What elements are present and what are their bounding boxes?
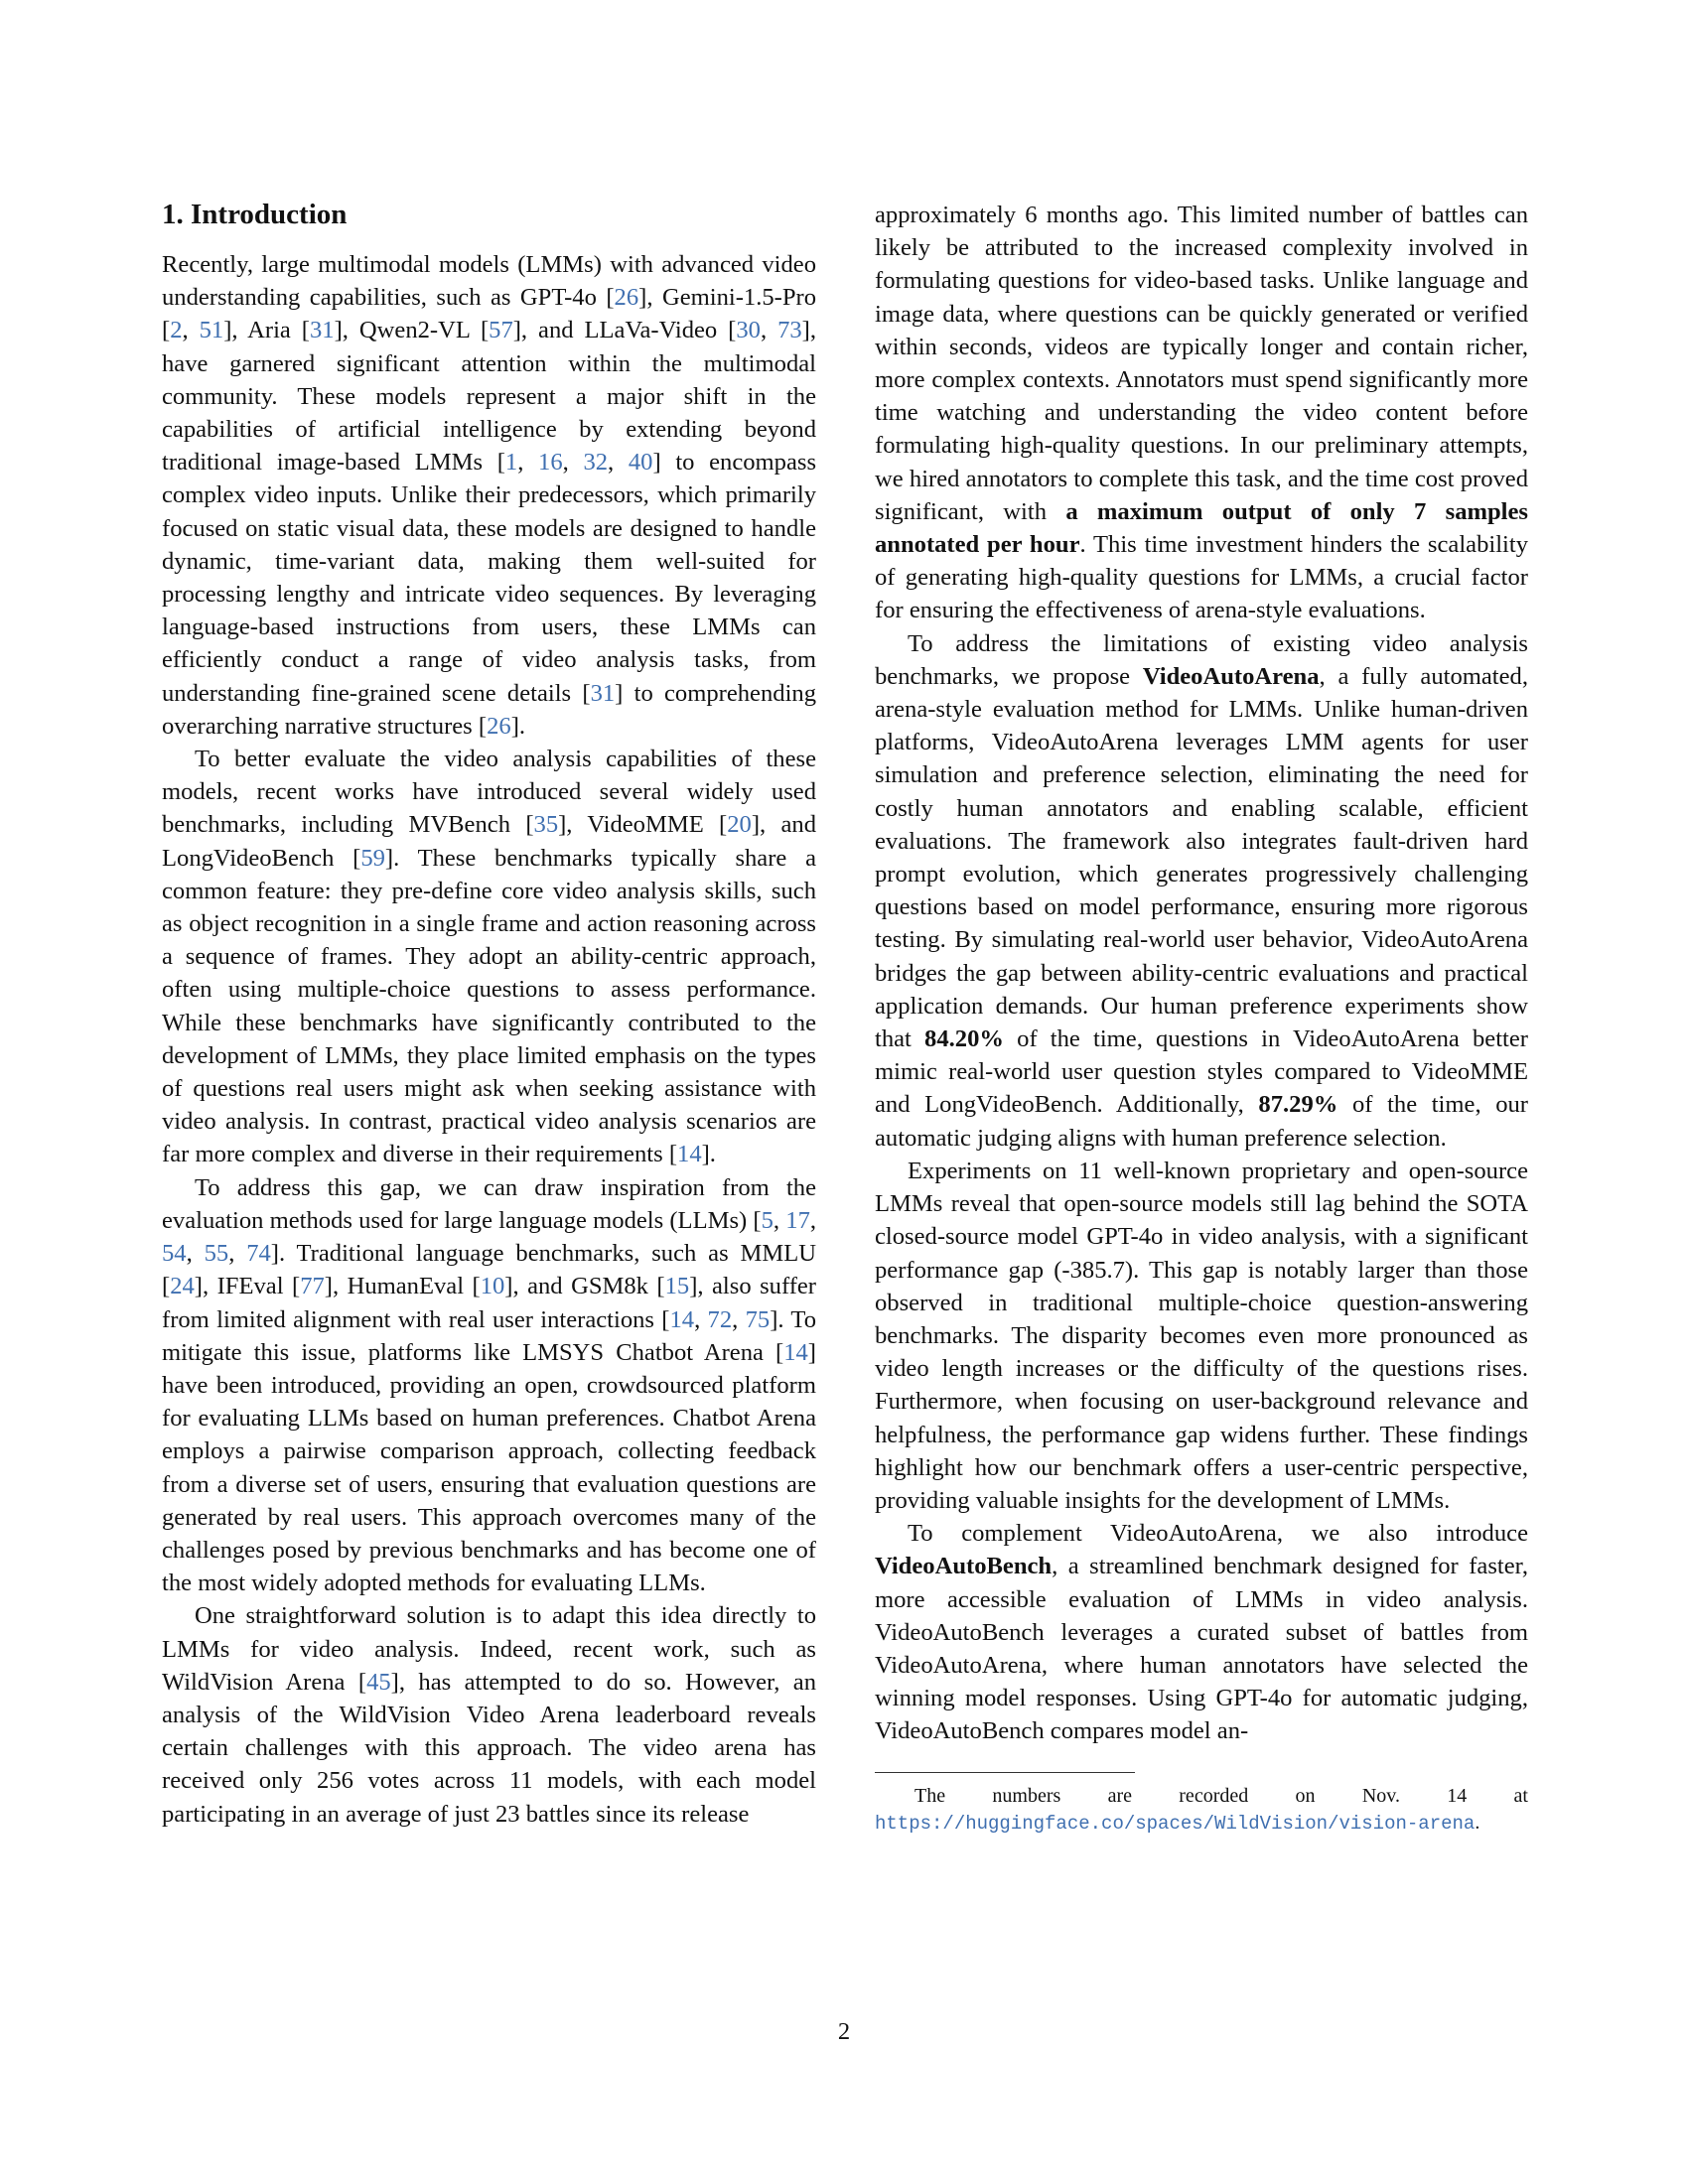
citation-link[interactable]: 73 <box>777 317 802 344</box>
paragraph: approximately 6 months ago. This limited number of battles can likely be attributed to the increased complexity involved in formulating questions for video-based tasks. Unlike language and image data, where questions can be quickly generated or verified within seconds, videos are typically longer and contain richer, more complex contexts. Annotators must spend significantly more time watching and understanding the video content before formulating high-quality questions. In our preliminary attempts, we hired annotators to complete this task, and the time cost proved significant, with a maximum output of only 7 samples annotated per hour. This time investment hinders the scalability of generating high-quality questions for LMMs, a crucial factor for ensuring the effectiveness of arena-style evaluations. <box>875 202 1528 624</box>
citation-link[interactable]: 59 <box>360 844 385 872</box>
section-heading: 1. Introduction <box>162 199 348 230</box>
citation-link[interactable]: 35 <box>533 811 559 839</box>
citation-link[interactable]: 32 <box>583 449 609 477</box>
citation-link[interactable]: 20 <box>727 811 752 839</box>
citation-link[interactable]: 17 <box>785 1206 810 1234</box>
citation-link[interactable]: 57 <box>489 317 513 344</box>
right-column <box>875 199 1528 1838</box>
footnote-text: The numbers are recorded on Nov. 14 at <box>914 1784 1528 1807</box>
paragraph: One straightforward solution is to adapt this idea directly to LMMs for video analysis. Indeed, recent work, such as WildVision Arena [45], has attempted to do so. However, an analysis of the WildVision Video Arena leaderboard reveals certain challenges with this approach. The video arena has received only 256 votes across 11 models, with each model participating in an average of just 23 battles since its release <box>162 1602 817 1828</box>
paragraph: To better evaluate the video analysis capabilities of these models, recent works have introduced several widely used benchmarks, including MVBench [35], VideoMME [20], and LongVideoBench [59]. These benchmarks typically share a common feature: they pre-define core video analysis skills, such as object recognition in a single frame and action reasoning across a sequence of frames. They adopt an ability-centric approach, often using multiple-choice questions to assess performance. While these benchmarks have significantly contributed to the development of LMMs, they place limited emphasis on the types of questions real users might ask when seeking assistance with video analysis. In contrast, practical video analysis scenarios are far more complex and diverse in their requirements [14]. <box>162 746 817 1168</box>
citation-link[interactable]: 16 <box>538 449 563 477</box>
citation-link[interactable]: 74 <box>246 1240 271 1268</box>
citation-link[interactable]: 51 <box>199 317 224 344</box>
citation-link[interactable]: 14 <box>783 1338 808 1366</box>
citation-link[interactable]: 40 <box>628 449 653 477</box>
citation-link[interactable]: 14 <box>669 1305 695 1333</box>
citation-link[interactable]: 1 <box>504 449 518 477</box>
citation-link[interactable]: 45 <box>366 1668 391 1696</box>
citation-link[interactable]: 31 <box>590 679 616 707</box>
citation-link[interactable]: 5 <box>761 1206 774 1234</box>
citation-link[interactable]: 75 <box>745 1305 771 1333</box>
citation-link[interactable]: 77 <box>300 1273 325 1300</box>
footnote <box>875 1783 1528 1838</box>
footnote-divider <box>875 1772 1135 1773</box>
citation-link[interactable]: 54 <box>162 1240 187 1268</box>
paragraph: To address this gap, we can draw inspiration from the evaluation methods used for large language models (LLMs) [5, 17, 54, 55, 74]. Traditional language benchmarks, such as MMLU [24], IFEval [77], HumanEval [10], and GSM8k [15], also suffer from limited alignment with real user interactions [14, 72, 75]. To mitigate this issue, platforms like LMSYS Chatbot Arena [14] have been introduced, providing an open, crowdsourced platform for evaluating LLMs based on human preferences. Chatbot Arena employs a pairwise comparison approach, collecting feedback from a diverse set of users, ensuring that evaluation questions are generated by real users. This approach overcomes many of the challenges posed by previous benchmarks and has become one of the most widely adopted methods for evaluating LLMs. <box>162 1173 817 1597</box>
left-column <box>162 195 816 1831</box>
citation-link[interactable]: 72 <box>707 1305 733 1333</box>
citation-link[interactable]: 31 <box>310 317 335 344</box>
bold-emphasis: VideoAutoBench <box>875 1553 1053 1580</box>
citation-link[interactable]: 26 <box>487 712 511 740</box>
citation-link[interactable]: 55 <box>204 1240 229 1268</box>
citation-link[interactable]: 24 <box>170 1273 195 1300</box>
citation-link[interactable]: 2 <box>170 317 183 344</box>
footnote-tail: . <box>1475 1811 1480 1834</box>
citation-link[interactable]: 14 <box>677 1141 702 1168</box>
paragraph: Experiments on 11 well-known proprietary and open-source LMMs reveal that open-source models still lag behind the SOTA closed-source model GPT-4o in video analysis, with a significant performance gap (-385.7). This gap is notably larger than those observed in traditional multiple-choice question-answering benchmarks. The disparity becomes even more pronounced as video length increases or the difficulty of the questions rises. Furthermore, when focusing on user-background relevance and helpfulness, the performance gap widens further. These findings highlight how our benchmark offers a user-centric perspective, providing valuable insights for the development of LMMs. <box>875 1157 1528 1514</box>
bold-emphasis: VideoAutoArena <box>1142 662 1320 690</box>
paragraph: To address the limitations of existing video analysis benchmarks, we propose VideoAutoArena, a fully automated, arena-style evaluation method for LMMs. Unlike human-driven platforms, VideoAutoArena leverages LMM agents for user simulation and preference selection, eliminating the need for costly human annotators and enabling scalable, efficient evaluations. The framework also integrates fault-driven hard prompt evolution, which generates progressively challenging questions based on model performance, ensuring more rigorous testing. By simulating real-world user behavior, VideoAutoArena bridges the gap between ability-centric evaluations and practical application demands. Our human preference experiments show that 84.20% of the time, questions in VideoAutoArena better mimic real-world user question styles compared to VideoMME and LongVideoBench. Additionally, 87.29% of the time, our automatic judging aligns with human preference selection. <box>875 629 1528 1152</box>
bold-emphasis: 87.29% <box>1258 1091 1338 1119</box>
bold-emphasis: 84.20% <box>924 1025 1004 1053</box>
bold-emphasis: a maximum output of only 7 samples annotated per hour <box>875 497 1528 559</box>
paragraph: To complement VideoAutoArena, we also introduce VideoAutoBench, a streamlined benchmark designed for faster, more accessible evaluation of LMMs in video analysis. VideoAutoBench leverages a curated subset of battles from VideoAutoArena, where human annotators have selected the winning model responses. Using GPT-4o for automatic judging, VideoAutoBench compares model an- <box>875 1520 1528 1745</box>
page-number: 2 <box>837 2018 851 2045</box>
footnote-link[interactable]: https://huggingface.co/spaces/WildVision/vision-arena <box>875 1812 1476 1835</box>
paragraph: Recently, large multimodal models (LMMs) with advanced video understanding capabilities, such as GPT-4o [26], Gemini-1.5-Pro [2, 51], Aria [31], Qwen2-VL [57], and LLaVa-Video [30, 73], have garnered significant attention within the multimodal community. These models represent a major shift in the capabilities of artificial intelligence by extending beyond traditional image-based LMMs [1, 16, 32, 40] to encompass complex video inputs. Unlike their predecessors, which primarily focused on static visual data, these models are designed to handle dynamic, time-variant data, making them well-suited for processing lengthy and intricate video sequences. By leveraging language-based instructions from users, these LMMs can efficiently conduct a range of video analysis tasks, from understanding fine-grained scene details [31] to comprehending overarching narrative structures [26]. <box>162 251 817 740</box>
citation-link[interactable]: 10 <box>480 1273 505 1300</box>
citation-link[interactable]: 15 <box>664 1273 690 1300</box>
citation-link[interactable]: 30 <box>736 317 761 344</box>
citation-link[interactable]: 26 <box>614 284 639 312</box>
